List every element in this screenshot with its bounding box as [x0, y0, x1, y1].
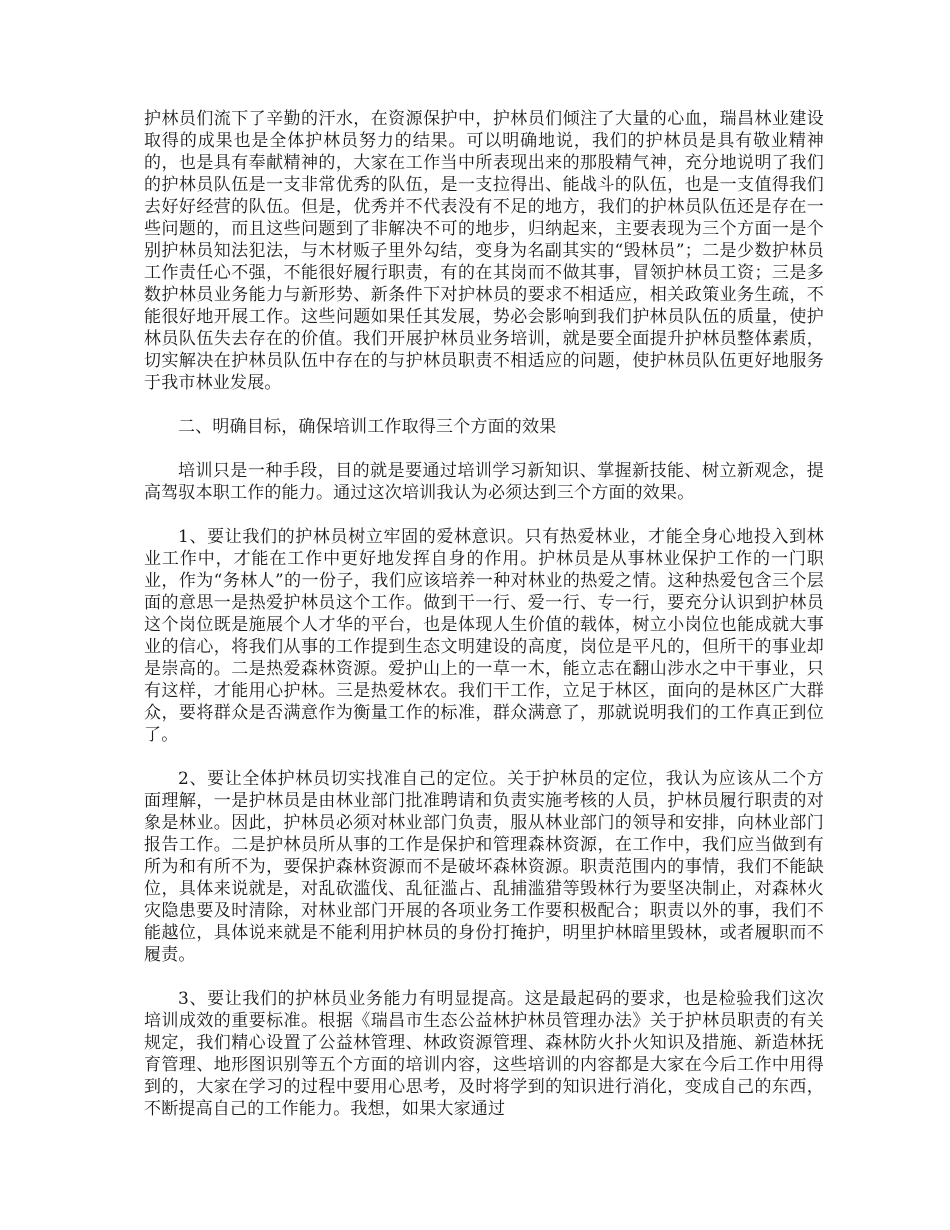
body-paragraph: 3、要让我们的护林员业务能力有明显提高。这是最起码的要求，也是检验我们这次培训成效的重要标准。根据《瑞昌市生态公益林护林员管理办法》关于护林员职责的有关规定，我们精心设置了公益林管理、林政资源管理、森林防火扑火知识及措施、新造林抚育管理、地形图识别等五个方面的培训内容，这些培训的内容都是大家在今后工作中用得到的，大家在学习的过程中要用心思考，及时将学到的知识进行消化，变成自己的东西，不断提高自己的工作能力。我想，如果大家通过 [144, 989, 824, 1119]
body-paragraph: 1、要让我们的护林员树立牢固的爱林意识。只有热爱林业，才能全身心地投入到林业工作中，才能在工作中更好地发挥自身的作用。护林员是从事林业保护工作的一门职业，作为“务林人”的一份子，我们应该培养一种对林业的热爱之情。这种热爱包含三个层面的意思一是热爱护林员这个工作。做到干一行、爱一行、专一行，要充分认识到护林员这个岗位既是施展个人才华的平台，也是体现人生价值的载体，树立小岗位也能成就大事业的信心，将我们从事的工作提到生态文明建设的高度，岗位是平凡的，但所干的事业却是崇高的。二是热爱森林资源。爱护山上的一草一木，能立志在翻山涉水之中干事业，只有这样，才能用心护林。三是热爱林农。我们干工作，立足于林区，面向的是林区广大群众，要将群众是否满意作为衡量工作的标准，群众满意了，那就说明我们的工作真正到位了。 [144, 527, 824, 745]
body-paragraph: 护林员们流下了辛勤的汗水，在资源保护中，护林员们倾注了大量的心血，瑞昌林业建设取得的成果也是全体护林员努力的结果。可以明确地说，我们的护林员是具有敬业精神的，也是具有奉献精神的，大家在工作当中所表现出来的那股精气神，充分地说明了我们的护林员队伍是一支非常优秀的队伍，是一支拉得出、能战斗的队伍，也是一支值得我们去好好经营的队伍。但是，优秀并不代表没有不足的地方，我们的护林员队伍还是存在一些问题的，而且这些问题到了非解决不可的地步，归纳起来，主要表现为三个方面一是个别护林员知法犯法，与木材贩子里外勾结，变身为名副其实的“毁林员”；二是少数护林员工作责任心不强，不能很好履行职责，有的在其岗而不做其事，冒领护林员工资；三是多数护林员业务能力与新形势、新条件下对护林员的要求不相适应，相关政策业务生疏，不能很好地开展工作。这些问题如果任其发展，势必会影响到我们护林员队伍的质量，使护林员队伍失去存在的价值。我们开展护林员业务培训，就是要全面提升护林员整体素质，切实解决在护林员队伍中存在的与护林员职责不相适应的问题，使护林员队伍更好地服务于我市林业发展。 [144, 109, 824, 393]
document-page [144, 108, 824, 1142]
body-paragraph: 培训只是一种手段，目的就是要通过培训学习新知识、掌握新技能、树立新观念，提高驾驭本职工作的能力。通过这次培训我认为必须达到三个方面的效果。 [144, 461, 824, 503]
body-paragraph: 2、要让全体护林员切实找准自己的定位。关于护林员的定位，我认为应该从二个方面理解，一是护林员是由林业部门批准聘请和负责实施考核的人员，护林员履行职责的对象是林业。因此，护林员必须对林业部门负责，服从林业部门的领导和安排，向林业部门报告工作。二是护林员所从事的工作是保护和管理森林资源，在工作中，我们应当做到有所为和有所不为，要保护森林资源而不是破坏森林资源。职责范围内的事情，我们不能缺位，具体来说就是，对乱砍滥伐、乱征滥占、乱捕滥猎等毁林行为要坚决制止，对森林火灾隐患要及时清除，对林业部门开展的各项业务工作要积极配合；职责以外的事，我们不能越位，具体说来就是不能利用护林员的身份打掩护，明里护林暗里毁林，或者履职而不履责。 [144, 769, 824, 965]
section-heading: 二、明确目标，确保培训工作取得三个方面的效果 [178, 417, 557, 437]
